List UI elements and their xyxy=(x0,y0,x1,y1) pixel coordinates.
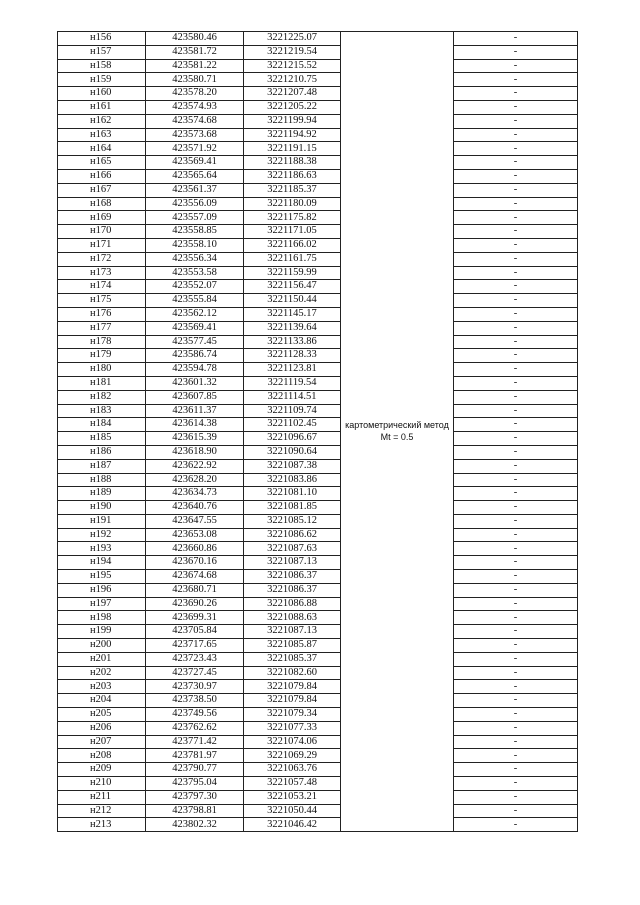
y-coordinate-cell: 3221085.12 xyxy=(244,514,341,528)
point-name-cell: н159 xyxy=(58,73,146,87)
accuracy-cell: - xyxy=(454,777,578,791)
x-coordinate-cell: 423561.37 xyxy=(146,183,244,197)
point-name-cell: н202 xyxy=(58,666,146,680)
table-row xyxy=(58,307,578,321)
x-coordinate-cell: 423580.46 xyxy=(146,32,244,46)
accuracy-cell: - xyxy=(454,790,578,804)
point-name-cell: н160 xyxy=(58,87,146,101)
table-row xyxy=(58,763,578,777)
point-name-cell: н213 xyxy=(58,818,146,832)
x-coordinate-cell: 423660.86 xyxy=(146,542,244,556)
accuracy-cell: - xyxy=(454,59,578,73)
x-coordinate-cell: 423802.32 xyxy=(146,818,244,832)
accuracy-cell: - xyxy=(454,818,578,832)
accuracy-cell: - xyxy=(454,528,578,542)
table-body xyxy=(58,32,578,832)
y-coordinate-cell: 3221086.37 xyxy=(244,570,341,584)
y-coordinate-cell: 3221063.76 xyxy=(244,763,341,777)
table-row xyxy=(58,280,578,294)
y-coordinate-cell: 3221109.74 xyxy=(244,404,341,418)
table-row xyxy=(58,335,578,349)
y-coordinate-cell: 3221171.05 xyxy=(244,225,341,239)
table-row xyxy=(58,197,578,211)
table-row xyxy=(58,611,578,625)
y-coordinate-cell: 3221185.37 xyxy=(244,183,341,197)
accuracy-cell: - xyxy=(454,321,578,335)
accuracy-cell: - xyxy=(454,749,578,763)
table-row xyxy=(58,625,578,639)
point-name-cell: н183 xyxy=(58,404,146,418)
point-name-cell: н188 xyxy=(58,473,146,487)
x-coordinate-cell: 423670.16 xyxy=(146,556,244,570)
x-coordinate-cell: 423790.77 xyxy=(146,763,244,777)
y-coordinate-cell: 3221081.10 xyxy=(244,487,341,501)
table-row xyxy=(58,487,578,501)
method-cell: картометрический метод Mt = 0.5 xyxy=(341,32,454,832)
y-coordinate-cell: 3221086.88 xyxy=(244,597,341,611)
x-coordinate-cell: 423558.85 xyxy=(146,225,244,239)
point-name-cell: н201 xyxy=(58,652,146,666)
table-row xyxy=(58,363,578,377)
accuracy-cell: - xyxy=(454,252,578,266)
x-coordinate-cell: 423674.68 xyxy=(146,570,244,584)
y-coordinate-cell: 3221123.81 xyxy=(244,363,341,377)
accuracy-cell: - xyxy=(454,390,578,404)
point-name-cell: н186 xyxy=(58,445,146,459)
point-name-cell: н209 xyxy=(58,763,146,777)
y-coordinate-cell: 3221069.29 xyxy=(244,749,341,763)
x-coordinate-cell: 423611.37 xyxy=(146,404,244,418)
y-coordinate-cell: 3221194.92 xyxy=(244,128,341,142)
x-coordinate-cell: 423618.90 xyxy=(146,445,244,459)
point-name-cell: н197 xyxy=(58,597,146,611)
accuracy-cell: - xyxy=(454,542,578,556)
accuracy-cell: - xyxy=(454,335,578,349)
x-coordinate-cell: 423622.92 xyxy=(146,459,244,473)
point-name-cell: н179 xyxy=(58,349,146,363)
y-coordinate-cell: 3221087.13 xyxy=(244,556,341,570)
accuracy-cell: - xyxy=(454,501,578,515)
accuracy-cell: - xyxy=(454,514,578,528)
x-coordinate-cell: 423594.78 xyxy=(146,363,244,377)
accuracy-cell: - xyxy=(454,169,578,183)
point-name-cell: н157 xyxy=(58,45,146,59)
table-row xyxy=(58,59,578,73)
point-name-cell: н204 xyxy=(58,694,146,708)
y-coordinate-cell: 3221085.87 xyxy=(244,639,341,653)
y-coordinate-cell: 3221086.37 xyxy=(244,583,341,597)
table-row xyxy=(58,32,578,46)
table-row xyxy=(58,708,578,722)
point-name-cell: н178 xyxy=(58,335,146,349)
accuracy-cell: - xyxy=(454,142,578,156)
y-coordinate-cell: 3221114.51 xyxy=(244,390,341,404)
point-name-cell: н169 xyxy=(58,211,146,225)
x-coordinate-cell: 423607.85 xyxy=(146,390,244,404)
accuracy-cell: - xyxy=(454,238,578,252)
accuracy-cell: - xyxy=(454,721,578,735)
x-coordinate-cell: 423653.08 xyxy=(146,528,244,542)
point-name-cell: н190 xyxy=(58,501,146,515)
point-name-cell: н168 xyxy=(58,197,146,211)
x-coordinate-cell: 423730.97 xyxy=(146,680,244,694)
y-coordinate-cell: 3221087.38 xyxy=(244,459,341,473)
accuracy-cell: - xyxy=(454,583,578,597)
point-name-cell: н208 xyxy=(58,749,146,763)
point-name-cell: н164 xyxy=(58,142,146,156)
point-name-cell: н158 xyxy=(58,59,146,73)
y-coordinate-cell: 3221090.64 xyxy=(244,445,341,459)
table-row xyxy=(58,818,578,832)
x-coordinate-cell: 423795.04 xyxy=(146,777,244,791)
y-coordinate-cell: 3221215.52 xyxy=(244,59,341,73)
point-name-cell: н176 xyxy=(58,307,146,321)
point-name-cell: н182 xyxy=(58,390,146,404)
x-coordinate-cell: 423569.41 xyxy=(146,321,244,335)
accuracy-cell: - xyxy=(454,45,578,59)
y-coordinate-cell: 3221096.67 xyxy=(244,432,341,446)
table-row xyxy=(58,556,578,570)
accuracy-cell: - xyxy=(454,73,578,87)
table-row xyxy=(58,639,578,653)
point-name-cell: н200 xyxy=(58,639,146,653)
point-name-cell: н191 xyxy=(58,514,146,528)
x-coordinate-cell: 423581.22 xyxy=(146,59,244,73)
x-coordinate-cell: 423762.62 xyxy=(146,721,244,735)
y-coordinate-cell: 3221082.60 xyxy=(244,666,341,680)
table-row xyxy=(58,694,578,708)
y-coordinate-cell: 3221081.85 xyxy=(244,501,341,515)
y-coordinate-cell: 3221186.63 xyxy=(244,169,341,183)
x-coordinate-cell: 423586.74 xyxy=(146,349,244,363)
x-coordinate-cell: 423723.43 xyxy=(146,652,244,666)
accuracy-cell: - xyxy=(454,487,578,501)
x-coordinate-cell: 423578.20 xyxy=(146,87,244,101)
y-coordinate-cell: 3221053.21 xyxy=(244,790,341,804)
table-row xyxy=(58,749,578,763)
table-row xyxy=(58,404,578,418)
point-name-cell: н165 xyxy=(58,156,146,170)
point-name-cell: н211 xyxy=(58,790,146,804)
point-name-cell: н212 xyxy=(58,804,146,818)
y-coordinate-cell: 3221088.63 xyxy=(244,611,341,625)
accuracy-cell: - xyxy=(454,100,578,114)
point-name-cell: н175 xyxy=(58,294,146,308)
table-row xyxy=(58,459,578,473)
x-coordinate-cell: 423553.58 xyxy=(146,266,244,280)
table-row xyxy=(58,73,578,87)
accuracy-cell: - xyxy=(454,280,578,294)
point-name-cell: н187 xyxy=(58,459,146,473)
table-row xyxy=(58,100,578,114)
y-coordinate-cell: 3221180.09 xyxy=(244,197,341,211)
point-name-cell: н193 xyxy=(58,542,146,556)
accuracy-cell: - xyxy=(454,349,578,363)
x-coordinate-cell: 423556.34 xyxy=(146,252,244,266)
table-row xyxy=(58,777,578,791)
y-coordinate-cell: 3221119.54 xyxy=(244,376,341,390)
accuracy-cell: - xyxy=(454,694,578,708)
accuracy-cell: - xyxy=(454,570,578,584)
table-row xyxy=(58,652,578,666)
x-coordinate-cell: 423558.10 xyxy=(146,238,244,252)
table-row xyxy=(58,128,578,142)
y-coordinate-cell: 3221210.75 xyxy=(244,73,341,87)
x-coordinate-cell: 423574.68 xyxy=(146,114,244,128)
accuracy-cell: - xyxy=(454,32,578,46)
accuracy-cell: - xyxy=(454,597,578,611)
accuracy-cell: - xyxy=(454,639,578,653)
point-name-cell: н205 xyxy=(58,708,146,722)
table-row xyxy=(58,294,578,308)
table-row xyxy=(58,321,578,335)
point-name-cell: н170 xyxy=(58,225,146,239)
accuracy-cell: - xyxy=(454,87,578,101)
point-name-cell: н156 xyxy=(58,32,146,46)
accuracy-cell: - xyxy=(454,128,578,142)
accuracy-cell: - xyxy=(454,418,578,432)
point-name-cell: н196 xyxy=(58,583,146,597)
x-coordinate-cell: 423569.41 xyxy=(146,156,244,170)
x-coordinate-cell: 423555.84 xyxy=(146,294,244,308)
table-row xyxy=(58,432,578,446)
accuracy-cell: - xyxy=(454,404,578,418)
point-name-cell: н162 xyxy=(58,114,146,128)
y-coordinate-cell: 3221086.62 xyxy=(244,528,341,542)
accuracy-cell: - xyxy=(454,556,578,570)
point-name-cell: н189 xyxy=(58,487,146,501)
point-name-cell: н177 xyxy=(58,321,146,335)
accuracy-cell: - xyxy=(454,708,578,722)
accuracy-cell: - xyxy=(454,307,578,321)
accuracy-cell: - xyxy=(454,652,578,666)
x-coordinate-cell: 423797.30 xyxy=(146,790,244,804)
point-name-cell: н206 xyxy=(58,721,146,735)
table-row xyxy=(58,735,578,749)
table-row xyxy=(58,211,578,225)
accuracy-cell: - xyxy=(454,432,578,446)
table-row xyxy=(58,680,578,694)
x-coordinate-cell: 423628.20 xyxy=(146,473,244,487)
point-name-cell: н210 xyxy=(58,777,146,791)
table-row xyxy=(58,225,578,239)
x-coordinate-cell: 423614.38 xyxy=(146,418,244,432)
table-row xyxy=(58,666,578,680)
y-coordinate-cell: 3221145.17 xyxy=(244,307,341,321)
table-row xyxy=(58,238,578,252)
x-coordinate-cell: 423574.93 xyxy=(146,100,244,114)
x-coordinate-cell: 423573.68 xyxy=(146,128,244,142)
y-coordinate-cell: 3221128.33 xyxy=(244,349,341,363)
point-name-cell: н171 xyxy=(58,238,146,252)
point-name-cell: н185 xyxy=(58,432,146,446)
table-row xyxy=(58,183,578,197)
table-row xyxy=(58,376,578,390)
point-name-cell: н161 xyxy=(58,100,146,114)
accuracy-cell: - xyxy=(454,156,578,170)
x-coordinate-cell: 423557.09 xyxy=(146,211,244,225)
y-coordinate-cell: 3221175.82 xyxy=(244,211,341,225)
point-name-cell: н181 xyxy=(58,376,146,390)
table-row xyxy=(58,156,578,170)
accuracy-cell: - xyxy=(454,211,578,225)
table-row xyxy=(58,252,578,266)
y-coordinate-cell: 3221199.94 xyxy=(244,114,341,128)
accuracy-cell: - xyxy=(454,114,578,128)
table-row xyxy=(58,114,578,128)
y-coordinate-cell: 3221139.64 xyxy=(244,321,341,335)
x-coordinate-cell: 423647.55 xyxy=(146,514,244,528)
table-row xyxy=(58,501,578,515)
accuracy-cell: - xyxy=(454,376,578,390)
y-coordinate-cell: 3221219.54 xyxy=(244,45,341,59)
table-row xyxy=(58,721,578,735)
accuracy-cell: - xyxy=(454,680,578,694)
table-row xyxy=(58,445,578,459)
x-coordinate-cell: 423798.81 xyxy=(146,804,244,818)
y-coordinate-cell: 3221161.75 xyxy=(244,252,341,266)
table-row xyxy=(58,266,578,280)
table-row xyxy=(58,597,578,611)
y-coordinate-cell: 3221133.86 xyxy=(244,335,341,349)
x-coordinate-cell: 423615.39 xyxy=(146,432,244,446)
point-name-cell: н207 xyxy=(58,735,146,749)
y-coordinate-cell: 3221156.47 xyxy=(244,280,341,294)
x-coordinate-cell: 423781.97 xyxy=(146,749,244,763)
y-coordinate-cell: 3221225.07 xyxy=(244,32,341,46)
x-coordinate-cell: 423552.07 xyxy=(146,280,244,294)
y-coordinate-cell: 3221079.34 xyxy=(244,708,341,722)
y-coordinate-cell: 3221191.15 xyxy=(244,142,341,156)
y-coordinate-cell: 3221207.48 xyxy=(244,87,341,101)
x-coordinate-cell: 423556.09 xyxy=(146,197,244,211)
y-coordinate-cell: 3221083.86 xyxy=(244,473,341,487)
point-name-cell: н174 xyxy=(58,280,146,294)
x-coordinate-cell: 423580.71 xyxy=(146,73,244,87)
y-coordinate-cell: 3221087.13 xyxy=(244,625,341,639)
accuracy-cell: - xyxy=(454,804,578,818)
point-name-cell: н198 xyxy=(58,611,146,625)
table-row xyxy=(58,514,578,528)
table-row xyxy=(58,790,578,804)
accuracy-cell: - xyxy=(454,266,578,280)
table-row xyxy=(58,169,578,183)
x-coordinate-cell: 423690.26 xyxy=(146,597,244,611)
accuracy-cell: - xyxy=(454,735,578,749)
y-coordinate-cell: 3221205.22 xyxy=(244,100,341,114)
table-row xyxy=(58,418,578,432)
y-coordinate-cell: 3221079.84 xyxy=(244,680,341,694)
x-coordinate-cell: 423577.45 xyxy=(146,335,244,349)
accuracy-cell: - xyxy=(454,225,578,239)
y-coordinate-cell: 3221102.45 xyxy=(244,418,341,432)
accuracy-cell: - xyxy=(454,666,578,680)
x-coordinate-cell: 423640.76 xyxy=(146,501,244,515)
point-name-cell: н163 xyxy=(58,128,146,142)
x-coordinate-cell: 423571.92 xyxy=(146,142,244,156)
y-coordinate-cell: 3221050.44 xyxy=(244,804,341,818)
x-coordinate-cell: 423601.32 xyxy=(146,376,244,390)
coordinates-table xyxy=(57,31,578,832)
y-coordinate-cell: 3221074.06 xyxy=(244,735,341,749)
accuracy-cell: - xyxy=(454,459,578,473)
point-name-cell: н166 xyxy=(58,169,146,183)
table-row xyxy=(58,390,578,404)
accuracy-cell: - xyxy=(454,197,578,211)
y-coordinate-cell: 3221085.37 xyxy=(244,652,341,666)
y-coordinate-cell: 3221057.48 xyxy=(244,777,341,791)
x-coordinate-cell: 423771.42 xyxy=(146,735,244,749)
y-coordinate-cell: 3221077.33 xyxy=(244,721,341,735)
y-coordinate-cell: 3221046.42 xyxy=(244,818,341,832)
table-row xyxy=(58,570,578,584)
table-row xyxy=(58,542,578,556)
point-name-cell: н167 xyxy=(58,183,146,197)
table-row xyxy=(58,804,578,818)
point-name-cell: н192 xyxy=(58,528,146,542)
y-coordinate-cell: 3221188.38 xyxy=(244,156,341,170)
accuracy-cell: - xyxy=(454,183,578,197)
accuracy-cell: - xyxy=(454,445,578,459)
x-coordinate-cell: 423717.65 xyxy=(146,639,244,653)
x-coordinate-cell: 423749.56 xyxy=(146,708,244,722)
y-coordinate-cell: 3221087.63 xyxy=(244,542,341,556)
table-row xyxy=(58,473,578,487)
x-coordinate-cell: 423727.45 xyxy=(146,666,244,680)
accuracy-cell: - xyxy=(454,294,578,308)
x-coordinate-cell: 423705.84 xyxy=(146,625,244,639)
y-coordinate-cell: 3221150.44 xyxy=(244,294,341,308)
point-name-cell: н194 xyxy=(58,556,146,570)
point-name-cell: н172 xyxy=(58,252,146,266)
y-coordinate-cell: 3221166.02 xyxy=(244,238,341,252)
table-row xyxy=(58,528,578,542)
accuracy-cell: - xyxy=(454,763,578,777)
table-row xyxy=(58,45,578,59)
point-name-cell: н184 xyxy=(58,418,146,432)
table-row xyxy=(58,349,578,363)
table-row xyxy=(58,142,578,156)
point-name-cell: н195 xyxy=(58,570,146,584)
y-coordinate-cell: 3221079.84 xyxy=(244,694,341,708)
x-coordinate-cell: 423699.31 xyxy=(146,611,244,625)
x-coordinate-cell: 423565.64 xyxy=(146,169,244,183)
x-coordinate-cell: 423680.71 xyxy=(146,583,244,597)
x-coordinate-cell: 423634.73 xyxy=(146,487,244,501)
accuracy-cell: - xyxy=(454,473,578,487)
table-row xyxy=(58,583,578,597)
point-name-cell: н199 xyxy=(58,625,146,639)
accuracy-cell: - xyxy=(454,625,578,639)
point-name-cell: н203 xyxy=(58,680,146,694)
x-coordinate-cell: 423562.12 xyxy=(146,307,244,321)
accuracy-cell: - xyxy=(454,611,578,625)
table-row xyxy=(58,87,578,101)
x-coordinate-cell: 423581.72 xyxy=(146,45,244,59)
accuracy-cell: - xyxy=(454,363,578,377)
point-name-cell: н173 xyxy=(58,266,146,280)
y-coordinate-cell: 3221159.99 xyxy=(244,266,341,280)
point-name-cell: н180 xyxy=(58,363,146,377)
x-coordinate-cell: 423738.50 xyxy=(146,694,244,708)
